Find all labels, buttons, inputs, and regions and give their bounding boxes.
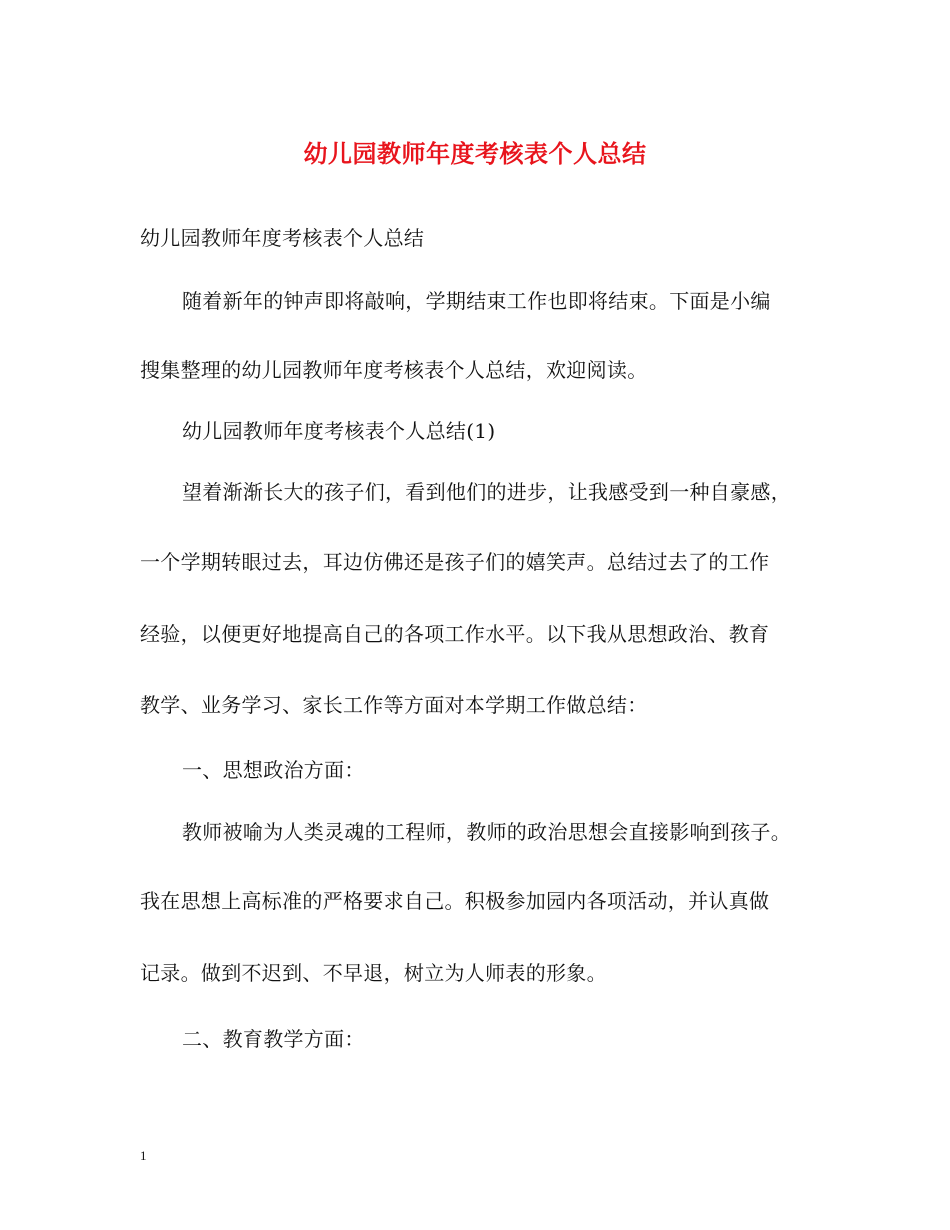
- paragraph-line: 我在思想上高标准的严格要求自己。积极参加园内各项活动，并认真做: [140, 889, 770, 913]
- section-heading: 幼儿园教师年度考核表个人总结(1): [182, 419, 496, 443]
- paragraph-line: 记录。做到不迟到、不早退，树立为人师表的形象。: [140, 961, 607, 985]
- paragraph-line: 一个学期转眼过去，耳边仿佛还是孩子们的嬉笑声。总结过去了的工作: [140, 550, 770, 574]
- paragraph-line: 经验，以便更好地提高自己的各项工作水平。以下我从思想政治、教育: [140, 622, 770, 646]
- document-title: 幼儿园教师年度考核表个人总结: [303, 139, 647, 168]
- paragraph-line: 搜集整理的幼儿园教师年度考核表个人总结，欢迎阅读。: [140, 358, 648, 382]
- page-number: 1: [140, 1148, 147, 1163]
- paragraph-line: 教学、业务学习、家长工作等方面对本学期工作做总结：: [140, 693, 648, 717]
- paragraph-line: 教师被喻为人类灵魂的工程师，教师的政治思想会直接影响到孩子。: [182, 820, 791, 844]
- section-heading: 二、教育教学方面：: [182, 1027, 365, 1051]
- subtitle-line: 幼儿园教师年度考核表个人总结: [140, 226, 425, 250]
- section-heading: 一、思想政治方面：: [182, 758, 365, 782]
- paragraph-line: 望着渐渐长大的孩子们，看到他们的进步，让我感受到一种自豪感，: [182, 480, 791, 504]
- paragraph-line: 随着新年的钟声即将敲响，学期结束工作也即将结束。下面是小编: [182, 289, 771, 313]
